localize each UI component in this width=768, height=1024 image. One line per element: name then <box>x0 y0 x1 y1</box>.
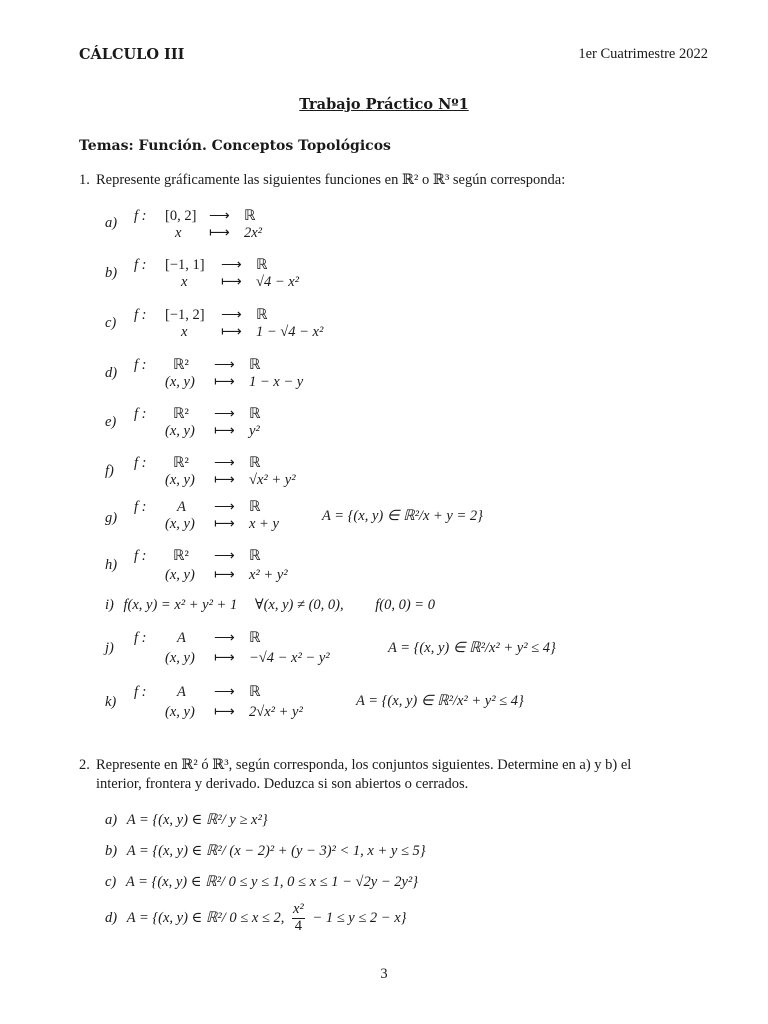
function-value: f(0, 0) = 0 <box>375 597 435 613</box>
function-symbol: f : <box>134 684 147 700</box>
maps-to: ⟼ <box>214 650 235 666</box>
maps-to: ⟼ <box>214 472 235 488</box>
domain-set: A = {(x, y) ∈ ℝ²/x + y = 2} <box>322 508 483 524</box>
set-item <box>105 874 418 891</box>
function-symbol: f : <box>134 357 147 373</box>
item-label: f) <box>105 463 114 479</box>
function-item <box>0 257 768 293</box>
function-item <box>0 499 768 535</box>
maps-to: ⟼ <box>221 274 242 290</box>
maps-to: ⟼ <box>214 374 235 390</box>
function-codomain: ℝ <box>249 548 261 564</box>
item-label: a) <box>105 812 118 828</box>
function-expression: 2x² <box>244 225 263 241</box>
arrow: ⟶ <box>221 307 242 323</box>
maps-to: ⟼ <box>214 567 235 583</box>
item-label: i) <box>105 597 114 613</box>
function-variable: (x, y) <box>165 472 195 488</box>
function-codomain: ℝ <box>249 499 261 515</box>
set-definition: A = {(x, y) ∈ ℝ²/ y ≥ x²} <box>126 812 268 828</box>
function-domain: ℝ² <box>173 455 189 471</box>
function-symbol: f : <box>134 548 147 564</box>
function-expression: 1 − √4 − x² <box>256 324 324 340</box>
function-domain: ℝ² <box>173 548 189 564</box>
function-item <box>0 455 768 491</box>
page-title: Trabajo Práctico Nº1 <box>299 96 469 113</box>
exercise-1-statement: Represente gráficamente las siguientes funciones en ℝ² o ℝ³ según corresponda: <box>96 172 566 188</box>
function-domain: [0, 2] <box>165 208 197 224</box>
exercise-2-statement-line2: interior, frontera y derivado. Deduzca si son abiertos o cerrados. <box>96 776 469 792</box>
function-symbol: f : <box>134 455 147 471</box>
fraction-denominator: 4 <box>294 917 303 934</box>
function-codomain: ℝ <box>249 630 261 646</box>
function-variable: x <box>181 274 188 290</box>
function-expression: √4 − x² <box>256 274 300 290</box>
domain-set: A = {(x, y) ∈ ℝ²/x² + y² ≤ 4} <box>356 693 524 709</box>
function-variable: x <box>181 324 188 340</box>
exercise-1-number: 1. <box>79 172 90 188</box>
arrow: ⟶ <box>214 499 235 515</box>
domain-set: A = {(x, y) ∈ ℝ²/x² + y² ≤ 4} <box>388 640 556 656</box>
function-item <box>0 548 768 584</box>
function-expression: 2√x² + y² <box>249 704 303 720</box>
function-domain: [−1, 1] <box>165 257 205 273</box>
function-item <box>0 684 768 720</box>
set-definition: A = {(x, y) ∈ ℝ²/ 0 ≤ x ≤ 2, <box>126 909 285 926</box>
function-variable: (x, y) <box>165 567 195 583</box>
set-definition: A = {(x, y) ∈ ℝ²/ 0 ≤ y ≤ 1, 0 ≤ x ≤ 1 − √2y − 2y²} <box>125 874 419 890</box>
exercise-2-number: 2. <box>79 757 90 773</box>
function-expression: √x² + y² <box>249 472 296 488</box>
maps-to: ⟼ <box>221 324 242 340</box>
function-domain: [−1, 2] <box>165 307 205 323</box>
arrow: ⟶ <box>214 357 235 373</box>
item-label: e) <box>105 414 117 430</box>
item-label: a) <box>105 215 118 231</box>
function-domain: ℝ² <box>173 406 189 422</box>
arrow: ⟶ <box>214 455 235 471</box>
function-symbol: f : <box>134 406 147 422</box>
function-expression: x + y <box>249 516 279 532</box>
function-condition: ∀(x, y) ≠ (0, 0), <box>254 597 344 613</box>
item-i <box>105 597 435 614</box>
function-codomain: ℝ <box>244 208 256 224</box>
function-expression: f(x, y) = x² + y² + 1 <box>123 597 238 613</box>
function-variable: (x, y) <box>165 423 195 439</box>
function-domain: A <box>177 684 186 700</box>
function-codomain: ℝ <box>256 257 268 273</box>
item-label: j) <box>105 640 114 656</box>
function-variable: (x, y) <box>165 650 195 666</box>
function-codomain: ℝ <box>249 684 261 700</box>
function-symbol: f : <box>134 307 147 323</box>
maps-to: ⟼ <box>214 704 235 720</box>
function-item <box>0 630 768 666</box>
function-domain: A <box>177 630 186 646</box>
maps-to: ⟼ <box>214 516 235 532</box>
arrow: ⟶ <box>214 630 235 646</box>
arrow: ⟶ <box>221 257 242 273</box>
set-item <box>105 902 406 935</box>
function-symbol: f : <box>134 499 147 515</box>
item-label: g) <box>105 510 118 526</box>
function-codomain: ℝ <box>249 455 261 471</box>
set-definition: A = {(x, y) ∈ ℝ²/ (x − 2)² + (y − 3)² < 1, x + y ≤ 5} <box>126 843 426 859</box>
function-symbol: f : <box>134 257 147 273</box>
item-label: d) <box>105 365 118 381</box>
function-codomain: ℝ <box>249 406 261 422</box>
set-item <box>105 843 426 860</box>
item-label: h) <box>105 557 118 573</box>
maps-to: ⟼ <box>214 423 235 439</box>
function-item <box>0 406 768 442</box>
item-label: k) <box>105 694 117 710</box>
set-item <box>105 812 268 829</box>
function-expression: x² + y² <box>249 567 288 583</box>
arrow: ⟶ <box>209 208 230 224</box>
function-expression: 1 − x − y <box>249 374 304 390</box>
function-domain: ℝ² <box>173 357 189 373</box>
function-expression: y² <box>249 423 260 439</box>
function-codomain: ℝ <box>256 307 268 323</box>
set-definition-tail: − 1 ≤ y ≤ 2 − x} <box>312 909 407 926</box>
function-codomain: ℝ <box>249 357 261 373</box>
function-expression: −√4 − x² − y² <box>249 650 330 666</box>
function-symbol: f : <box>134 630 147 646</box>
course-title: CÁLCULO III <box>79 46 185 63</box>
fraction-numerator: x² <box>293 901 304 917</box>
item-label: d) <box>105 909 118 926</box>
function-variable: (x, y) <box>165 374 195 390</box>
item-label: b) <box>105 265 118 281</box>
page-number: 3 <box>380 966 388 982</box>
arrow: ⟶ <box>214 406 235 422</box>
arrow: ⟶ <box>214 684 235 700</box>
item-label: b) <box>105 843 118 859</box>
exercise-2-statement-line1: Represente en ℝ² ó ℝ³, según corresponda, los conjuntos siguientes. Determine en a) y b) el <box>96 757 632 773</box>
function-variable: (x, y) <box>165 704 195 720</box>
item-label: c) <box>105 874 117 890</box>
arrow: ⟶ <box>214 548 235 564</box>
term-label: 1er Cuatrimestre 2022 <box>578 46 708 62</box>
function-item <box>0 307 768 343</box>
function-item <box>0 357 768 393</box>
function-variable: (x, y) <box>165 516 195 532</box>
function-item <box>0 208 768 244</box>
function-symbol: f : <box>134 208 147 224</box>
fraction <box>292 902 305 935</box>
function-variable: x <box>175 225 182 241</box>
function-domain: A <box>177 499 186 515</box>
maps-to: ⟼ <box>209 225 230 241</box>
topics-heading: Temas: Función. Conceptos Topológicos <box>79 138 391 154</box>
item-label: c) <box>105 315 117 331</box>
